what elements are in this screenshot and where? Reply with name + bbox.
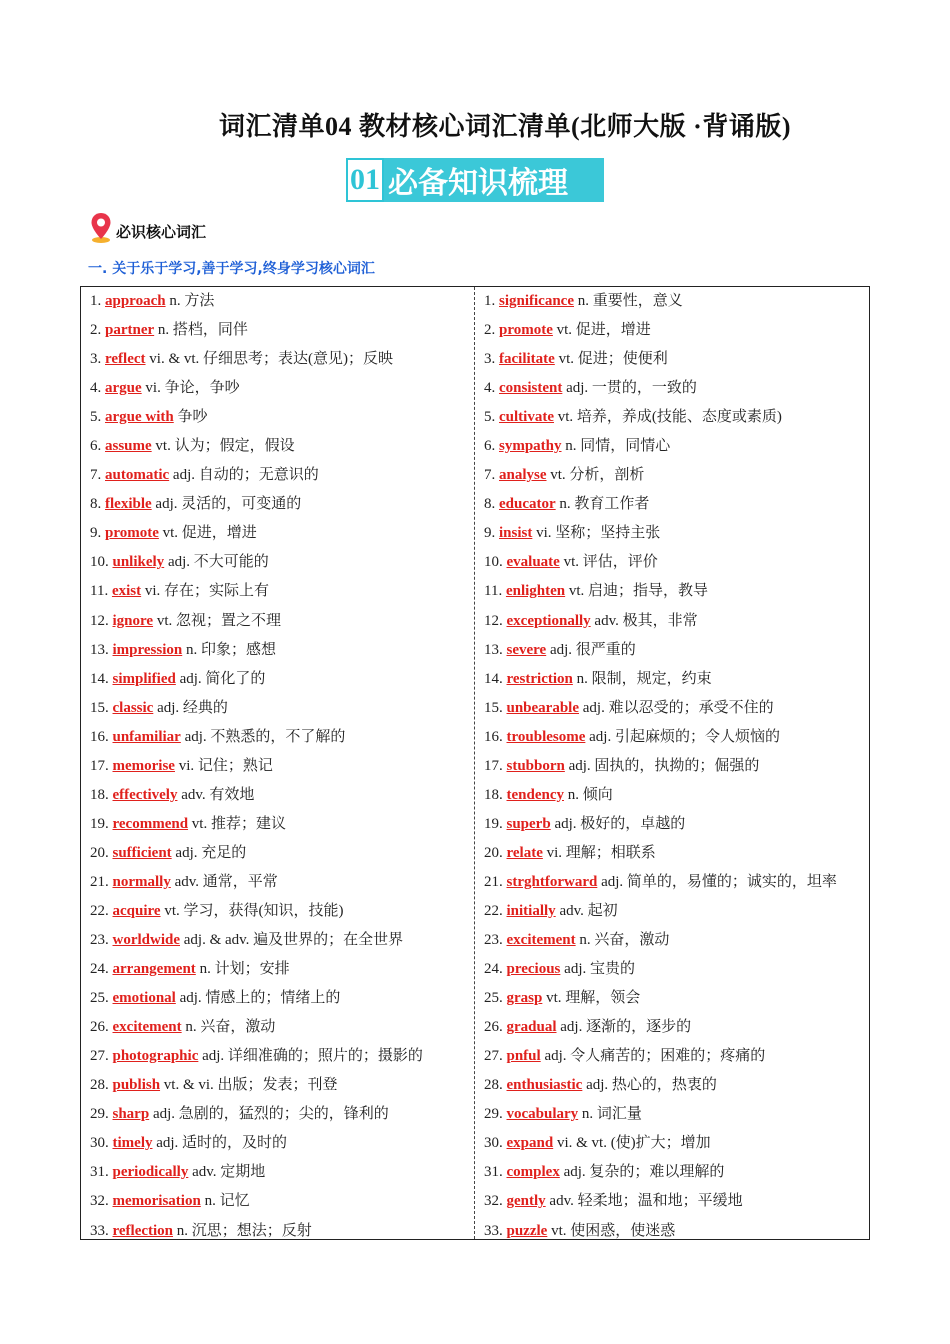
vocab-word: simplified (112, 670, 176, 687)
vocab-word: grasp (506, 990, 543, 1007)
vocab-definition: adj. 简单的，易懂的；诚实的，坦率 (597, 873, 837, 890)
vocab-row (475, 287, 869, 316)
page-title: 词汇清单04 教材核心词汇清单(北师大版 ·背诵版) (219, 112, 791, 141)
vocab-number: 19. (484, 815, 503, 832)
vocab-word: educator (499, 496, 556, 513)
vocab-row (81, 781, 474, 810)
vocab-row (81, 1217, 474, 1246)
vocab-number: 16. (90, 728, 109, 745)
vocab-row (475, 1071, 869, 1100)
vocab-definition: vt. & vi. 出版；发表；刊登 (160, 1077, 338, 1094)
vocab-row (81, 752, 474, 781)
vocab-number: 16. (484, 728, 503, 745)
right-column (475, 287, 869, 1239)
vocab-word: promote (105, 525, 159, 542)
vocab-word: photographic (112, 1048, 199, 1065)
vocab-definition: 争吵 (173, 409, 208, 426)
vocab-row (475, 984, 869, 1013)
vocab-word: stubborn (506, 757, 565, 774)
vocab-definition: vt. 认为；假定，假设 (151, 438, 295, 455)
vocab-number: 4. (484, 380, 496, 397)
vocab-row (475, 955, 869, 984)
vocab-definition: adj. 简化了的 (175, 670, 266, 687)
vocab-row (475, 665, 869, 694)
vocab-word: approach (105, 293, 166, 309)
vocab-word: sufficient (112, 844, 172, 861)
vocab-definition: n. 教育工作者 (555, 496, 650, 513)
vocab-row (81, 1100, 474, 1129)
vocab-row (81, 316, 474, 345)
vocab-number: 14. (484, 670, 503, 687)
vocab-row (81, 694, 474, 723)
vocab-definition: adj. 自动的；无意识的 (169, 467, 319, 484)
vocab-definition: adj. 详细准确的；照片的；摄影的 (198, 1048, 423, 1065)
vocab-word: unbearable (506, 699, 580, 716)
vocab-word: unlikely (112, 554, 165, 571)
vocab-word: relate (506, 844, 543, 861)
vocab-word: tendency (506, 786, 564, 803)
vocab-word: consistent (499, 380, 563, 397)
vocab-row (81, 1187, 474, 1216)
vocab-number: 17. (90, 757, 109, 774)
vocab-number: 17. (484, 757, 503, 774)
vocab-row (81, 1158, 474, 1187)
vocab-word: flexible (105, 496, 152, 513)
vocab-definition: adj. 难以忍受的；承受不住的 (579, 699, 774, 716)
vocab-row (475, 1013, 869, 1042)
vocab-word: sympathy (499, 438, 562, 455)
vocab-word: ignore (112, 612, 154, 629)
vocab-row (81, 955, 474, 984)
vocab-row (475, 548, 869, 577)
vocab-number: 31. (90, 1164, 109, 1181)
vocab-definition: adj. 急剧的，猛烈的；尖的，锋利的 (149, 1106, 389, 1123)
vocab-number: 27. (90, 1048, 109, 1065)
vocab-definition: adv. 定期地 (188, 1164, 266, 1181)
vocab-number: 25. (484, 990, 503, 1007)
banner-number: 01 (346, 158, 384, 202)
vocab-word: gently (506, 1193, 546, 1210)
vocab-word: analyse (499, 467, 547, 484)
vocab-number: 26. (484, 1019, 503, 1036)
vocab-number: 9. (90, 525, 102, 542)
vocab-number: 24. (90, 961, 109, 978)
vocab-table (80, 286, 870, 1240)
vocab-definition: vt. 启迪；指导，教导 (565, 583, 709, 600)
vocab-row (81, 548, 474, 577)
vocab-number: 33. (484, 1222, 503, 1239)
vocab-word: periodically (112, 1164, 189, 1181)
vocab-word: significance (499, 293, 574, 309)
vocab-number: 11. (90, 583, 109, 600)
vocab-word: argue (105, 380, 142, 397)
vocab-word: memorise (112, 757, 175, 774)
vocab-number: 22. (90, 902, 109, 919)
vocab-word: sharp (112, 1106, 150, 1123)
vocab-definition: adj. 热心的，热衷的 (582, 1077, 717, 1094)
vocab-row (81, 926, 474, 955)
vocab-word: evaluate (506, 554, 560, 571)
vocab-definition: vi. 争论，争吵 (141, 380, 240, 397)
vocab-word: enlighten (505, 583, 566, 600)
vocab-row (475, 316, 869, 345)
vocab-row (81, 490, 474, 519)
vocab-number: 3. (484, 351, 496, 368)
vocab-word: precious (506, 961, 561, 978)
vocab-definition: adj. 一贯的，一致的 (562, 380, 697, 397)
vocab-row (81, 665, 474, 694)
vocab-row (475, 1042, 869, 1071)
vocab-row (81, 984, 474, 1013)
vocab-definition: vt. 使困惑，使迷惑 (547, 1222, 676, 1239)
vocab-number: 23. (90, 932, 109, 949)
vocab-row (475, 432, 869, 461)
vocab-row (475, 403, 869, 432)
vocab-definition: n. 兴奋，激动 (181, 1019, 276, 1036)
vocab-number: 2. (484, 322, 496, 339)
vocab-word: insist (499, 525, 533, 542)
vocab-definition: vi. 坚称；坚持主张 (532, 525, 661, 542)
vocab-number: 15. (90, 699, 109, 716)
vocab-number: 22. (484, 902, 503, 919)
vocab-row (81, 723, 474, 752)
vocab-row (475, 577, 869, 606)
vocab-row (81, 287, 474, 316)
vocab-word: arrangement (112, 961, 196, 978)
vocab-row (475, 461, 869, 490)
vocab-definition: n. 印象；感想 (182, 641, 276, 658)
vocab-definition: adv. 轻柔地；温和地；平缓地 (545, 1193, 743, 1210)
subheading: 一. 关于乐于学习,善于学习,终身学习核心词汇 (88, 261, 375, 277)
vocab-word: acquire (112, 902, 161, 919)
vocab-number: 3. (90, 351, 102, 368)
vocab-row (475, 490, 869, 519)
vocab-row (475, 926, 869, 955)
vocab-number: 27. (484, 1048, 503, 1065)
vocab-definition: vt. 分析，剖析 (546, 467, 645, 484)
vocab-definition: vt. 理解，领会 (542, 990, 641, 1007)
vocab-word: reflect (105, 351, 146, 368)
vocab-number: 26. (90, 1019, 109, 1036)
vocab-number: 10. (90, 554, 109, 571)
vocab-definition: adj. 令人痛苦的；困难的；疼痛的 (540, 1048, 766, 1065)
vocab-definition: n. 倾向 (564, 786, 613, 803)
vocab-word: effectively (112, 786, 178, 803)
vocab-row (475, 1187, 869, 1216)
vocab-word: unfamiliar (112, 728, 181, 745)
vocab-number: 21. (484, 873, 503, 890)
vocab-number: 18. (90, 786, 109, 803)
vocab-word: partner (105, 322, 155, 339)
vocab-definition: adj. 不大可能的 (164, 554, 269, 571)
vocab-row (475, 1158, 869, 1187)
vocab-row (81, 374, 474, 403)
vocab-definition: adv. 有效地 (177, 786, 255, 803)
vocab-row (81, 1071, 474, 1100)
vocab-word: promote (499, 322, 553, 339)
vocab-definition: n. 计划；安排 (195, 961, 290, 978)
vocab-word: reflection (112, 1222, 174, 1239)
vocab-definition: n. 词汇量 (578, 1106, 642, 1123)
vocab-number: 19. (90, 815, 109, 832)
vocab-definition: adj. 固执的，执拗的；倔强的 (564, 757, 760, 774)
vocab-definition: adj. 极好的，卓越的 (550, 815, 686, 832)
vocab-number: 15. (484, 699, 503, 716)
vocab-number: 10. (484, 554, 503, 571)
vocab-word: exist (111, 583, 142, 600)
vocab-row (475, 636, 869, 665)
vocab-number: 31. (484, 1164, 503, 1181)
vocab-number: 2. (90, 322, 102, 339)
vocab-definition: adj. 引起麻烦的；令人烦恼的 (585, 728, 780, 745)
vocab-word: superb (506, 815, 551, 832)
vocab-definition: vt. 促进，增进 (552, 322, 651, 339)
vocab-number: 25. (90, 990, 109, 1007)
vocab-number: 28. (90, 1077, 109, 1094)
vocab-row (475, 810, 869, 839)
vocab-definition: adj. 很严重的 (546, 641, 636, 658)
vocab-number: 33. (90, 1222, 109, 1239)
vocab-word: troublesome (506, 728, 586, 745)
vocab-definition: adj. 宝贵的 (560, 961, 635, 978)
vocab-definition: vt. 学习，获得(知识，技能) (160, 902, 344, 919)
vocab-definition: vi. 存在；实际上有 (141, 583, 270, 600)
vocab-row (475, 839, 869, 868)
vocab-row (475, 752, 869, 781)
vocab-definition: adj. 不熟悉的，不了解的 (180, 728, 346, 745)
vocab-number: 14. (90, 670, 109, 687)
vocab-word: cultivate (499, 409, 554, 426)
vocab-definition: vi. 记住；熟记 (174, 757, 273, 774)
vocab-row (81, 403, 474, 432)
vocab-row (81, 810, 474, 839)
vocab-row (81, 577, 474, 606)
vocab-row (81, 1129, 474, 1158)
vocab-word: recommend (112, 815, 189, 832)
vocab-number: 13. (484, 641, 503, 658)
vocab-definition: n. 同情，同情心 (561, 438, 671, 455)
vocab-word: restriction (506, 670, 573, 687)
vocab-row (81, 461, 474, 490)
vocab-word: complex (506, 1164, 560, 1181)
vocab-word: normally (112, 873, 171, 890)
vocab-word: initially (506, 902, 556, 919)
vocab-number: 28. (484, 1077, 503, 1094)
vocab-definition: adj. 逐渐的，逐步的 (556, 1019, 692, 1036)
vocab-row (475, 1100, 869, 1129)
vocab-row (475, 519, 869, 548)
vocab-definition: n. 重要性，意义 (574, 293, 683, 309)
vocab-row (81, 1013, 474, 1042)
vocab-number: 11. (484, 583, 503, 600)
vocab-row (81, 839, 474, 868)
vocab-definition: adj. 适时的，及时的 (152, 1135, 288, 1152)
vocab-definition: n. 兴奋，激动 (575, 932, 670, 949)
section-heading (90, 212, 206, 244)
vocab-definition: n. 限制，规定，约束 (572, 670, 712, 687)
vocab-word: facilitate (499, 351, 555, 368)
vocab-number: 8. (484, 496, 496, 513)
vocab-number: 13. (90, 641, 109, 658)
left-column (81, 287, 475, 1239)
vocab-row (81, 1042, 474, 1071)
vocab-number: 21. (90, 873, 109, 890)
vocab-definition: adj. 充足的 (171, 844, 247, 861)
vocab-word: timely (112, 1135, 153, 1152)
vocab-number: 5. (90, 409, 102, 426)
vocab-row (81, 345, 474, 374)
vocab-word: excitement (112, 1019, 182, 1036)
vocab-word: assume (105, 438, 152, 455)
vocab-number: 24. (484, 961, 503, 978)
vocab-definition: vt. 促进，增进 (158, 525, 257, 542)
vocab-number: 20. (90, 844, 109, 861)
vocab-definition: vt. 忽视；置之不理 (153, 612, 281, 629)
vocab-word: gradual (506, 1019, 557, 1036)
vocab-word: impression (112, 641, 183, 658)
vocab-definition: vt. 促进；使便利 (554, 351, 668, 368)
vocab-definition: vi. & vt. 仔细思考；表达(意见)；反映 (145, 351, 394, 368)
vocab-row (81, 519, 474, 548)
vocab-definition: adv. 起初 (555, 902, 618, 919)
vocab-word: vocabulary (506, 1106, 579, 1123)
vocab-number: 1. (90, 293, 102, 309)
vocab-row (475, 345, 869, 374)
vocab-definition: vi. 理解；相联系 (542, 844, 656, 861)
vocab-definition: vt. 培养，养成(技能、态度或素质) (553, 409, 782, 426)
vocab-row (475, 1217, 869, 1246)
vocab-word: enthusiastic (506, 1077, 583, 1094)
vocab-row (475, 897, 869, 926)
vocab-word: emotional (112, 990, 176, 1007)
vocab-number: 6. (90, 438, 102, 455)
vocab-definition: vt. 推荐；建议 (188, 815, 286, 832)
vocab-word: classic (112, 699, 154, 716)
vocab-number: 7. (90, 467, 102, 484)
location-pin-icon (90, 212, 112, 244)
vocab-row (475, 1129, 869, 1158)
vocab-definition: n. 方法 (165, 293, 215, 309)
vocab-word: severe (506, 641, 547, 658)
vocab-number: 32. (90, 1193, 109, 1210)
vocab-number: 23. (484, 932, 503, 949)
vocab-number: 4. (90, 380, 102, 397)
vocab-number: 6. (484, 438, 496, 455)
vocab-word: argue with (105, 409, 174, 426)
vocab-word: puzzle (506, 1222, 548, 1239)
vocab-word: expand (506, 1135, 554, 1152)
vocab-row (475, 694, 869, 723)
vocab-row (81, 607, 474, 636)
vocab-word: strghtforward (506, 873, 598, 890)
banner-text: 必备知识梳理 (384, 158, 604, 202)
section-banner (346, 158, 604, 202)
vocab-row (81, 636, 474, 665)
vocab-row (81, 868, 474, 897)
vocab-word: publish (112, 1077, 161, 1094)
vocab-definition: vt. 评估，评价 (559, 554, 658, 571)
vocab-definition: adv. 极其，非常 (590, 612, 698, 629)
vocab-definition: vi. & vt. (使)扩大；增加 (553, 1135, 711, 1152)
vocab-definition: adj. & adv. 遍及世界的；在全世界 (180, 932, 404, 949)
vocab-row (475, 868, 869, 897)
vocab-definition: adv. 通常，平常 (170, 873, 278, 890)
vocab-word: memorisation (112, 1193, 201, 1210)
section-label: 必识核心词汇 (116, 222, 207, 241)
vocab-number: 12. (484, 612, 503, 629)
vocab-definition: n. 搭档，同伴 (154, 322, 248, 339)
vocab-number: 30. (484, 1135, 503, 1152)
vocab-row (475, 723, 869, 752)
vocab-number: 1. (484, 293, 496, 309)
vocab-number: 29. (90, 1106, 109, 1123)
vocab-number: 7. (484, 467, 496, 484)
vocab-number: 32. (484, 1193, 503, 1210)
vocab-row (475, 781, 869, 810)
vocab-row (475, 607, 869, 636)
vocab-number: 18. (484, 786, 503, 803)
vocab-number: 30. (90, 1135, 109, 1152)
vocab-definition: adj. 复杂的；难以理解的 (559, 1164, 725, 1181)
vocab-row (475, 374, 869, 403)
vocab-word: worldwide (112, 932, 180, 949)
vocab-number: 29. (484, 1106, 503, 1123)
vocab-number: 12. (90, 612, 109, 629)
vocab-definition: n. 沉思；想法；反射 (173, 1222, 312, 1239)
vocab-number: 20. (484, 844, 503, 861)
vocab-number: 8. (90, 496, 102, 513)
vocab-word: automatic (105, 467, 170, 484)
vocab-number: 5. (484, 409, 496, 426)
vocab-row (81, 897, 474, 926)
vocab-number: 9. (484, 525, 496, 542)
vocab-word: excitement (506, 932, 576, 949)
vocab-word: exceptionally (506, 612, 591, 629)
vocab-definition: adj. 灵活的，可变通的 (151, 496, 302, 513)
vocab-definition: adj. 情感上的；情绪上的 (175, 990, 341, 1007)
vocab-definition: adj. 经典的 (153, 699, 228, 716)
vocab-row (81, 432, 474, 461)
vocab-definition: n. 记忆 (200, 1193, 250, 1210)
vocab-word: pnful (506, 1048, 541, 1065)
